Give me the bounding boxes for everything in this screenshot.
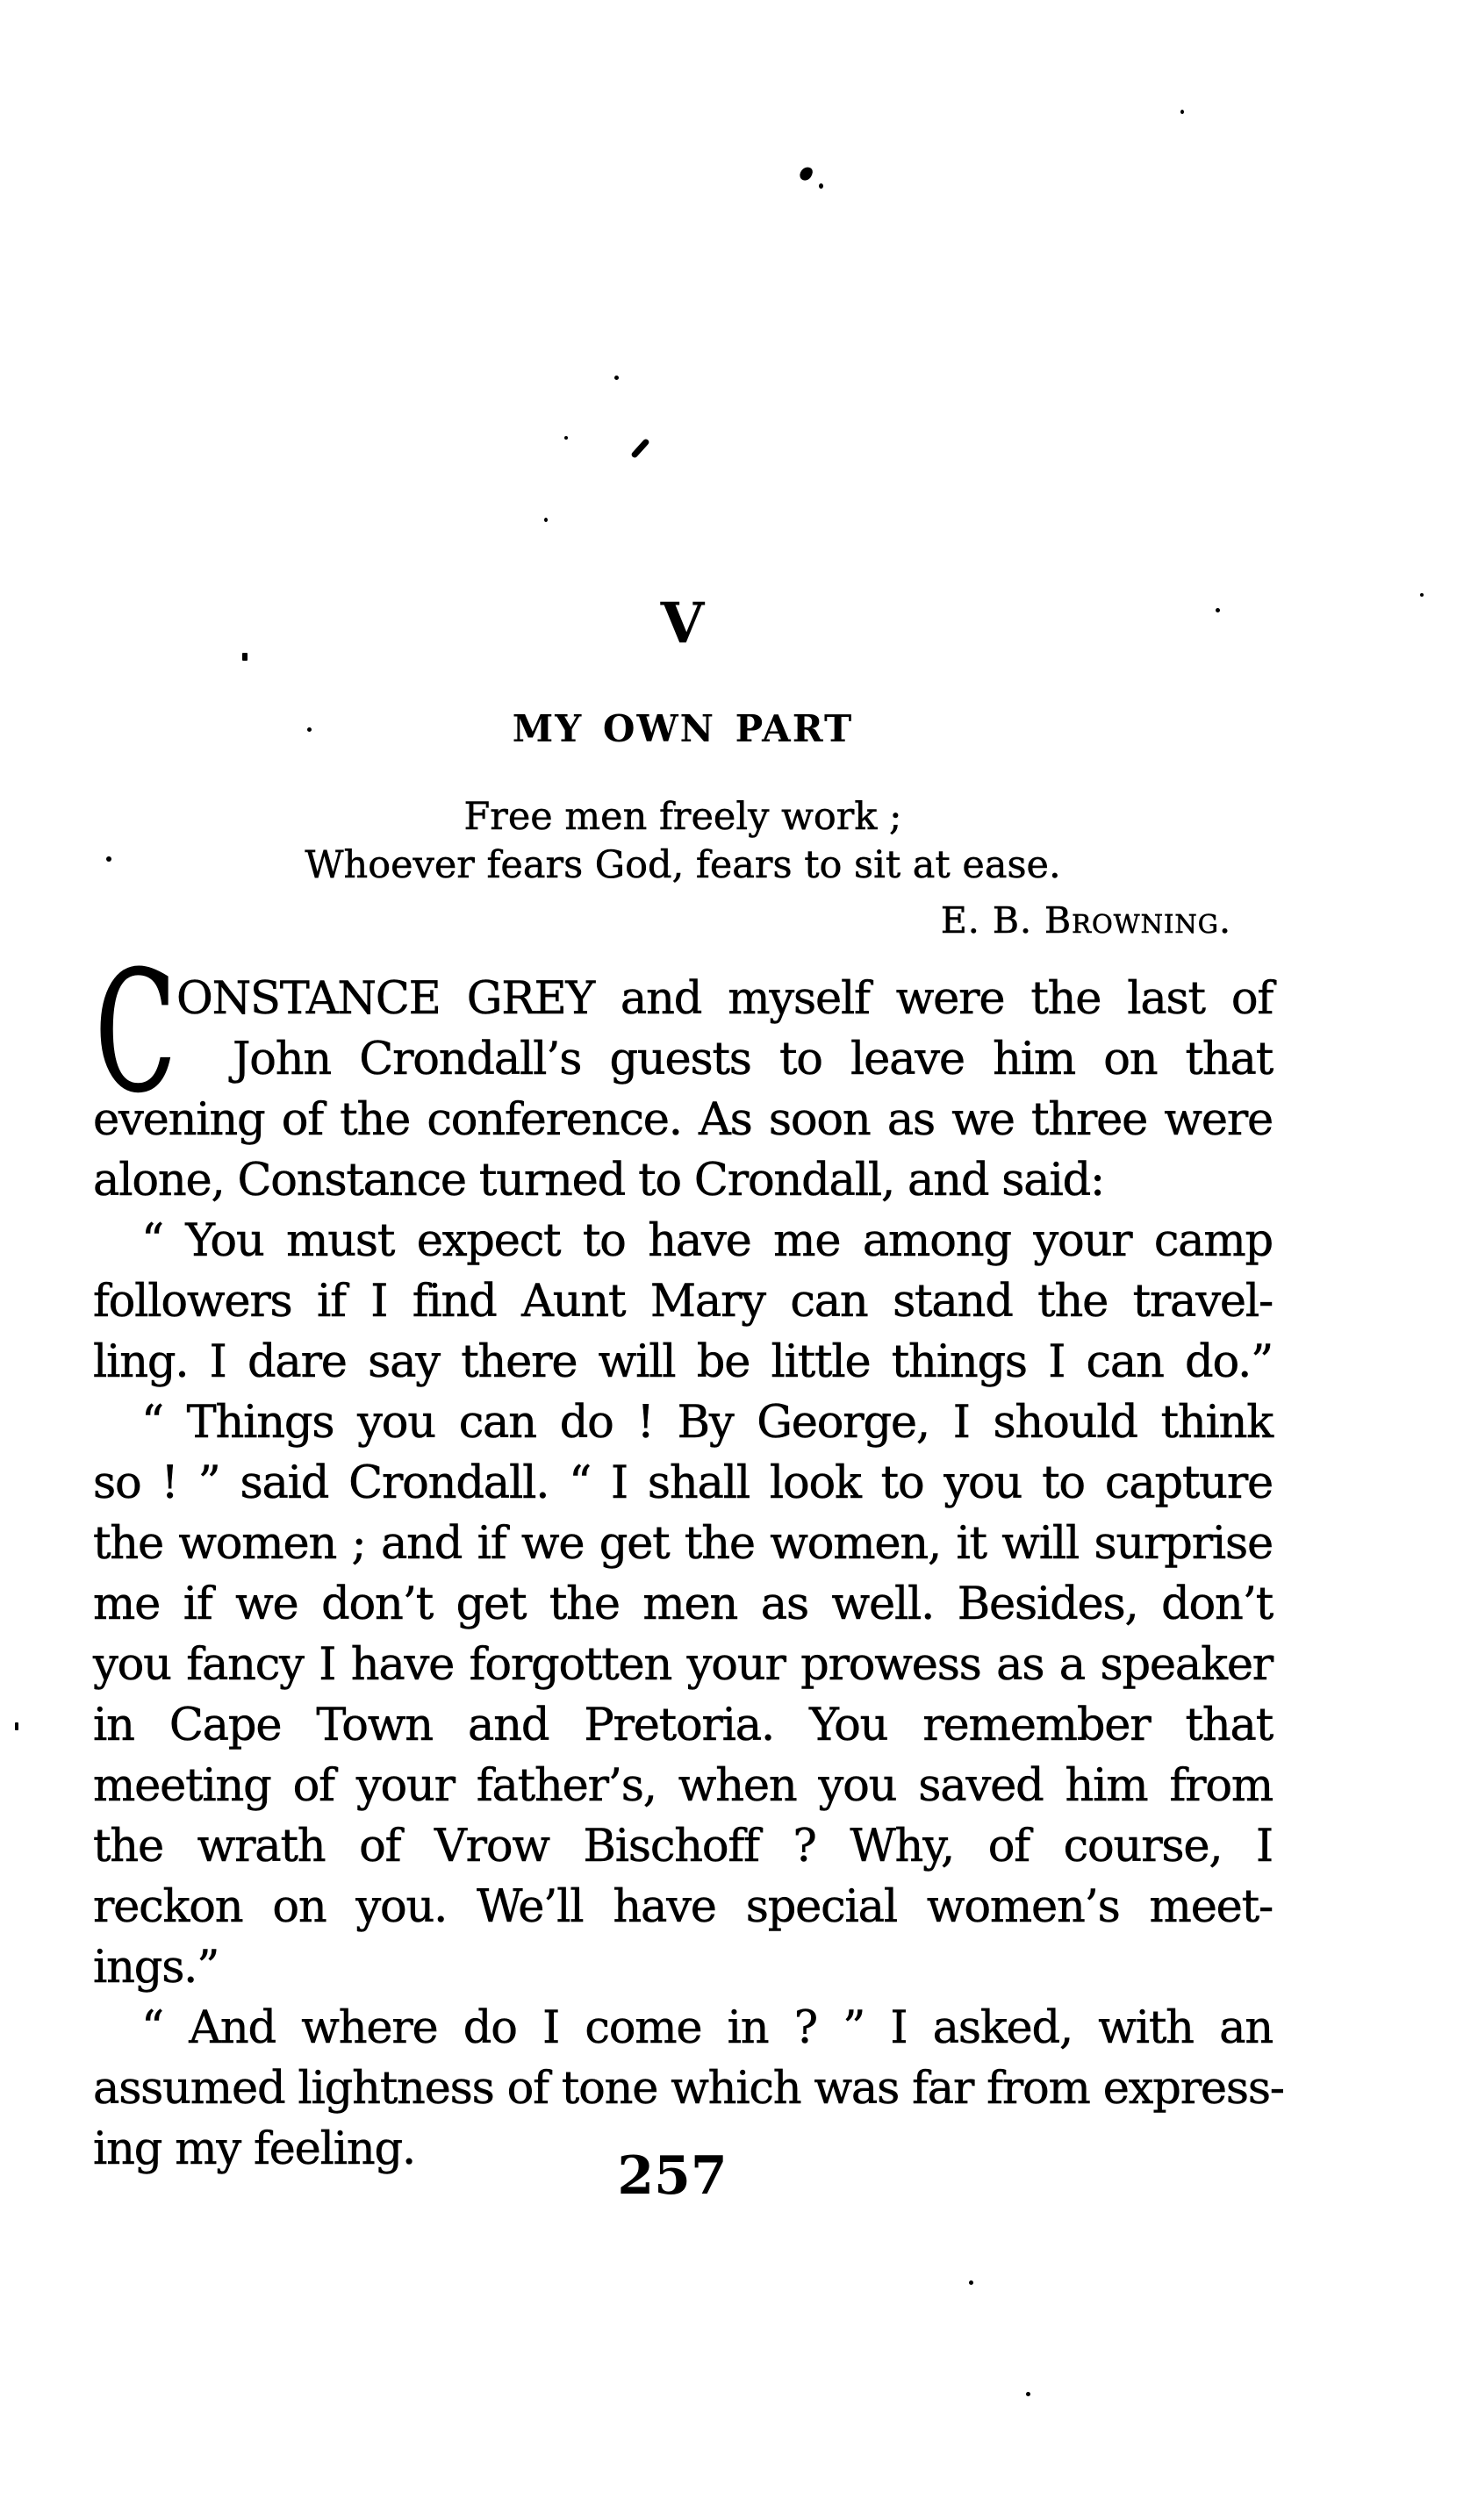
body-text-line: ling. I dare say there will be little things I can do.” <box>93 1336 1273 1388</box>
body-text-line: “ And where do I come in ? ” I asked, with an <box>141 2002 1273 2054</box>
body-text <box>93 969 1284 2180</box>
epigraph <box>93 793 1273 890</box>
ink-speck <box>1420 593 1424 597</box>
epigraph-attribution: E. B. Browning. <box>940 899 1231 941</box>
body-text-line: ONSTANCE GREY and myself were the last of <box>176 973 1273 1025</box>
body-text-line: evening of the conference. As soon as we three were <box>93 1094 1273 1146</box>
ink-speck <box>106 856 111 862</box>
body-text-line: me if we don’t get the men as well. Besides, don’t <box>93 1579 1273 1630</box>
ink-speck <box>614 376 619 380</box>
ink-speck <box>564 436 568 440</box>
ink-speck <box>798 165 814 183</box>
ink-speck <box>544 518 548 522</box>
body-text-line: “ You must expect to have me among your camp <box>141 1215 1273 1267</box>
ink-speck <box>1216 608 1220 612</box>
body-text-line: you fancy I have forgotten your prowess as a speaker <box>93 1639 1273 1691</box>
body-text-line: followers if I find Aunt Mary can stand the travel- <box>93 1276 1273 1328</box>
epigraph-line-1: Free men freely work ; <box>463 795 902 839</box>
body-text-line: ings.” <box>93 1942 219 1994</box>
body-text-line: in Cape Town and Pretoria. You remember that <box>93 1700 1273 1751</box>
body-text-line: the wrath of Vrow Bischoff ? Why, of course, I <box>93 1821 1273 1872</box>
ink-speck <box>969 2280 973 2285</box>
body-text-line: reckon on you. We’ll have special women’s meet- <box>93 1881 1273 1933</box>
chapter-title: MY OWN PART <box>512 707 854 750</box>
body-text-line: John Crondall’s guests to leave him on that <box>233 1034 1273 1085</box>
body-text-line: the women ; and if we get the women, it will surprise <box>93 1518 1273 1570</box>
drop-cap: C <box>95 935 177 1129</box>
body-text-line: meeting of your father’s, when you saved him from <box>93 1760 1273 1812</box>
ink-speck <box>307 727 312 732</box>
ink-speck <box>1026 2392 1030 2396</box>
page-number: 257 <box>617 2145 728 2207</box>
body-text-line: “ Things you can do ! By George, I should think <box>141 1397 1273 1449</box>
ink-speck <box>1180 110 1184 114</box>
ink-speck <box>819 183 823 189</box>
ink-speck <box>242 653 248 661</box>
ink-speck <box>15 1722 18 1730</box>
body-text-line: alone, Constance turned to Crondall, and said: <box>93 1155 1105 1206</box>
body-text-line: ing my feeling. <box>93 2123 415 2175</box>
ink-speck <box>630 438 650 459</box>
body-text-line: assumed lightness of tone which was far from express- <box>93 2063 1284 2115</box>
body-text-line: so ! ” said Crondall. “ I shall look to you to capture <box>93 1457 1273 1509</box>
chapter-numeral: V <box>660 591 706 656</box>
epigraph-line-2: Whoever fears God, fears to sit at ease. <box>305 843 1061 887</box>
